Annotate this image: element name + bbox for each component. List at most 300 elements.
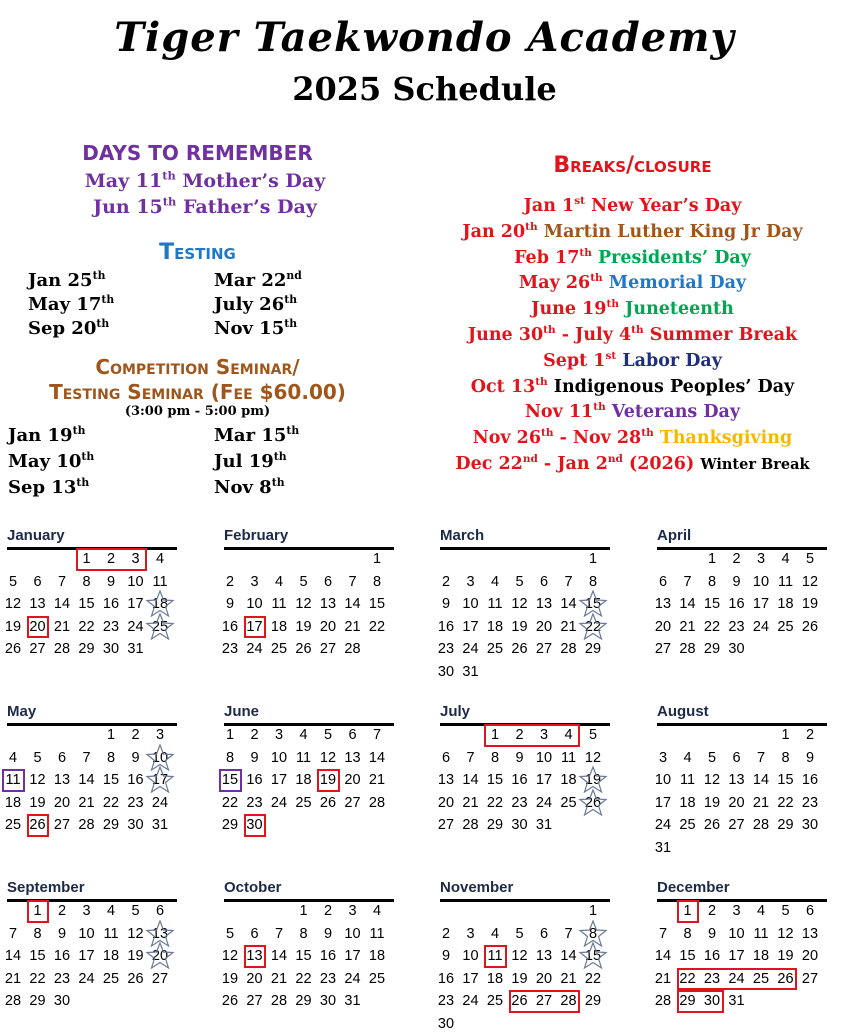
calendar-day: 18 — [486, 618, 504, 635]
calendar-day: 6 — [57, 749, 67, 766]
calendar-day: 8 — [588, 925, 598, 942]
break-text: New Year’s Day — [584, 196, 742, 216]
break-text: Labor Day — [616, 350, 722, 371]
break-text: Martin Luther King Jr Day — [537, 221, 803, 242]
testing-date-text: Nov 15 — [214, 318, 285, 339]
calendar-day: 12 — [801, 573, 819, 590]
closure-box — [317, 769, 340, 792]
calendar-day: 10 — [654, 772, 672, 789]
calendar-day: 5 — [323, 727, 333, 743]
calendar-day: 14 — [344, 596, 361, 613]
calendar-day: 26 — [319, 794, 337, 811]
seminar-date — [8, 477, 89, 498]
calendar-day: 11 — [487, 948, 503, 965]
testing-date-suffix: th — [96, 317, 110, 330]
break-item — [420, 377, 845, 397]
calendar-day: 30 — [127, 817, 144, 834]
calendar-day: 6 — [348, 727, 357, 743]
calendar-day: 14 — [270, 948, 288, 965]
calendar-day: 28 — [344, 641, 361, 658]
seminar-date-text: Sep 13 — [8, 477, 77, 498]
calendar-day: 27 — [437, 817, 455, 834]
month-january — [4, 527, 197, 677]
reminder-event: Father’s Day — [182, 196, 317, 218]
seminar-date-text: Jan 19 — [8, 425, 73, 446]
calendar-day: 25 — [102, 970, 120, 987]
month-july — [437, 703, 630, 853]
break-item — [420, 196, 845, 216]
calendar-day: 7 — [82, 749, 91, 766]
calendar-day: 3 — [658, 749, 668, 766]
break-text: th — [525, 220, 538, 233]
testing-star-icon — [578, 941, 608, 971]
calendar-day: 17 — [78, 948, 95, 965]
calendar-day: 11 — [753, 925, 769, 942]
calendar-day: 12 — [584, 749, 602, 766]
closure-box — [677, 968, 798, 991]
calendar-day: 24 — [462, 641, 479, 658]
calendar-day: 25 — [777, 618, 794, 635]
calendar-day: 19 — [703, 794, 721, 811]
calendar-day: 17 — [752, 596, 770, 613]
calendar-day: 21 — [78, 794, 95, 811]
break-text: - July 4 — [555, 325, 632, 345]
testing-date-suffix: th — [284, 317, 298, 330]
calendar-day: 12 — [127, 925, 144, 942]
month-name: October — [224, 879, 282, 896]
month-name: December — [657, 879, 730, 896]
calendar-day: 18 — [560, 772, 577, 789]
reminder-event: Mother’s Day — [182, 170, 326, 192]
calendar-day: 2 — [225, 573, 235, 590]
calendar-day: 28 — [560, 993, 577, 1010]
calendar-day: 25 — [151, 618, 169, 635]
calendar-day: 23 — [319, 970, 337, 987]
calendar-day: 27 — [535, 993, 553, 1010]
month-name: November — [440, 879, 514, 896]
calendar-day: 6 — [155, 903, 165, 919]
calendar-day: 13 — [53, 772, 71, 789]
seminar-heading-line2: Testing Seminar (Fee $60.00) — [49, 380, 346, 404]
calendar-day: 3 — [274, 727, 284, 743]
calendar-day: 11 — [369, 925, 385, 942]
calendar-day: 7 — [564, 925, 573, 942]
month-name: March — [440, 527, 485, 544]
calendar-day: 12 — [29, 772, 46, 789]
reminder-date: May 11 — [84, 170, 163, 192]
calendar-day: 12 — [295, 596, 312, 613]
calendar-day: 19 — [319, 772, 337, 789]
month-august — [654, 703, 847, 856]
calendar-day: 4 — [683, 749, 692, 766]
calendar-day: 19 — [584, 772, 602, 789]
calendar-day: 16 — [511, 772, 528, 789]
calendar-day: 16 — [53, 948, 71, 965]
seminar-date-suffix: th — [72, 424, 86, 437]
calendar-day: 3 — [466, 573, 475, 590]
break-text: Memorial Day — [602, 273, 747, 294]
testing-date-suffix: nd — [286, 269, 302, 282]
closure-box — [27, 900, 50, 923]
testing-date — [214, 294, 297, 315]
calendar-day: 20 — [319, 618, 337, 635]
calendar-day: 4 — [8, 749, 18, 766]
calendar-day: 25 — [752, 970, 770, 987]
calendar-day: 23 — [246, 794, 263, 811]
calendar-day: 19 — [221, 970, 239, 987]
calendar-day: 23 — [221, 641, 239, 658]
calendar-day: 19 — [295, 618, 312, 635]
calendar-day: 1 — [299, 903, 308, 919]
calendar-day: 11 — [103, 925, 119, 942]
calendar-day: 14 — [679, 596, 696, 613]
calendar-day: 8 — [490, 749, 500, 766]
calendar-day: 14 — [462, 772, 479, 789]
calendar-day: 1 — [225, 727, 235, 743]
calendar-day: 23 — [437, 641, 455, 658]
month-name: June — [224, 703, 260, 720]
calendar-day: 9 — [441, 948, 451, 965]
seminar-heading-line1: Competition Seminar/ — [95, 355, 300, 379]
calendar-day: 15 — [221, 772, 239, 789]
testing-star-icon — [578, 788, 608, 818]
calendar-day: 7 — [658, 925, 668, 942]
calendar-day: 20 — [151, 948, 169, 965]
calendar-day: 25 — [486, 993, 504, 1010]
calendar-day: 31 — [344, 993, 361, 1010]
month-april — [654, 527, 847, 677]
page-subtitle: 2025 Schedule — [292, 70, 557, 108]
calendar-day: 1 — [490, 727, 500, 743]
calendar-day: 9 — [106, 573, 116, 590]
calendar-day: 11 — [679, 772, 696, 789]
calendar-day: 1 — [82, 551, 91, 567]
calendar-day: 30 — [703, 993, 721, 1010]
calendar-day: 1 — [372, 551, 382, 567]
calendar-day: 19 — [511, 970, 528, 987]
calendar-day: 6 — [539, 925, 549, 942]
calendar-day: 17 — [127, 596, 144, 613]
calendar-day: 17 — [654, 794, 672, 811]
seminar-date-text: Nov 8 — [214, 477, 272, 498]
calendar-day: 29 — [221, 817, 239, 834]
calendar-day: 5 — [8, 573, 18, 590]
calendar-day: 5 — [588, 727, 598, 743]
calendar-day: 29 — [102, 817, 120, 834]
calendar-day: 29 — [703, 641, 721, 658]
calendar-day: 23 — [511, 794, 528, 811]
calendar-day: 12 — [703, 772, 721, 789]
closure-box — [244, 616, 267, 639]
calendar-day: 3 — [732, 903, 741, 919]
calendar-day: 25 — [368, 970, 386, 987]
calendar-day: 7 — [372, 727, 382, 743]
testing-date — [28, 318, 109, 339]
testing-date-text: May 17 — [28, 294, 102, 315]
break-text: Summer Break — [643, 325, 798, 345]
calendar-day: 13 — [151, 925, 169, 942]
calendar-day: 16 — [437, 618, 455, 635]
calendar-day: 10 — [462, 596, 479, 613]
month-name: January — [7, 527, 65, 544]
closure-box — [509, 990, 581, 1013]
remember-box — [2, 769, 25, 792]
calendar-day: 20 — [654, 618, 672, 635]
calendar-day: 23 — [127, 794, 144, 811]
calendar-day: 22 — [584, 970, 602, 987]
calendar-day: 8 — [106, 749, 116, 766]
calendar-day: 1 — [707, 551, 717, 567]
calendar-day: 31 — [728, 993, 745, 1010]
calendar-day: 11 — [777, 573, 794, 590]
calendar-day: 21 — [270, 970, 288, 987]
calendar-day: 4 — [564, 727, 573, 743]
calendar-day: 22 — [703, 618, 721, 635]
calendar-day: 11 — [295, 749, 312, 766]
calendar-day: 30 — [246, 817, 263, 834]
calendar-day: 10 — [246, 596, 263, 613]
calendar-day: 14 — [53, 596, 71, 613]
calendar-day: 14 — [368, 749, 386, 766]
calendar-day: 4 — [155, 551, 165, 567]
calendar-day: 22 — [102, 794, 120, 811]
calendar-day: 16 — [437, 970, 455, 987]
closure-box — [27, 616, 50, 639]
calendar-day: 10 — [127, 573, 144, 590]
seminar-date-suffix: th — [273, 450, 287, 463]
calendar-day: 3 — [756, 551, 766, 567]
calendar-day: 2 — [106, 551, 116, 567]
calendar-day: 9 — [515, 749, 524, 766]
break-item — [420, 402, 845, 422]
calendar-day: 25 — [295, 794, 312, 811]
calendar-day: 8 — [781, 749, 790, 766]
calendar-day: 17 — [151, 772, 169, 789]
break-text: Jan 20 — [462, 221, 526, 242]
break-text: th — [606, 298, 619, 311]
calendar-day: 9 — [57, 925, 67, 942]
calendar-day: 1 — [588, 551, 598, 567]
calendar-day: 13 — [801, 925, 819, 942]
calendar-day: 26 — [703, 817, 721, 834]
closure-box — [677, 990, 724, 1013]
calendar-day: 21 — [368, 772, 386, 789]
month-name: July — [440, 703, 471, 720]
calendar-day: 1 — [588, 903, 598, 919]
calendar-day: 21 — [560, 618, 577, 635]
break-text: th — [631, 324, 644, 337]
calendar-day: 2 — [441, 573, 451, 590]
calendar-day: 16 — [703, 948, 721, 965]
calendar-day: 4 — [106, 903, 116, 919]
testing-star-icon — [145, 612, 175, 642]
calendar-day: 21 — [752, 794, 770, 811]
calendar-day: 21 — [654, 970, 672, 987]
calendar-day: 22 — [584, 618, 602, 635]
calendar-day: 13 — [29, 596, 46, 613]
calendar-day: 8 — [225, 749, 235, 766]
calendar-day: 24 — [535, 794, 553, 811]
calendar-day: 4 — [781, 551, 790, 567]
calendar-day: 11 — [560, 749, 577, 766]
break-text: Thanksgiving — [653, 428, 793, 449]
calendar-day: 17 — [344, 948, 361, 965]
calendar-day: 24 — [127, 618, 144, 635]
calendar-day: 20 — [437, 794, 455, 811]
calendar-day: 18 — [777, 596, 794, 613]
calendar-day: 30 — [801, 817, 819, 834]
calendar-day: 30 — [319, 993, 337, 1010]
calendar-day: 25 — [4, 817, 22, 834]
calendar-day: 28 — [654, 993, 672, 1010]
calendar-day: 20 — [728, 794, 745, 811]
calendar-day: 18 — [102, 948, 120, 965]
calendar-day: 2 — [732, 551, 741, 567]
calendar-day: 10 — [728, 925, 745, 942]
calendar-day: 20 — [53, 794, 71, 811]
calendar-day: 8 — [588, 573, 598, 590]
calendar-day: 15 — [102, 772, 120, 789]
calendar-day: 22 — [295, 970, 312, 987]
calendar-day: 5 — [515, 925, 524, 942]
calendar-day: 3 — [155, 727, 165, 743]
calendar-day: 11 — [487, 596, 503, 613]
calendar-day: 2 — [515, 727, 524, 743]
calendar-day: 27 — [319, 641, 337, 658]
closure-box — [244, 814, 267, 837]
calendar-day: 4 — [490, 573, 500, 590]
calendar-day: 1 — [33, 903, 42, 919]
calendar-day: 29 — [29, 993, 46, 1010]
calendar-day: 28 — [78, 817, 95, 834]
month-name: August — [657, 703, 709, 720]
calendar-day: 10 — [462, 948, 479, 965]
calendar-day: 6 — [250, 925, 259, 942]
calendar-day: 24 — [344, 970, 361, 987]
calendar-day: 12 — [4, 596, 22, 613]
testing-date — [28, 294, 114, 315]
calendar-day: 1 — [781, 727, 790, 743]
calendar-day: 15 — [486, 772, 504, 789]
calendar-day: 25 — [270, 641, 288, 658]
break-text: Nov 26 — [472, 428, 542, 449]
month-name: February — [224, 527, 289, 544]
calendar-day: 4 — [756, 903, 766, 919]
seminar-time: (3:00 pm - 5:00 pm) — [124, 404, 271, 419]
testing-date-text: July 26 — [214, 294, 285, 315]
calendar-day: 31 — [654, 840, 672, 856]
calendar-day: 8 — [299, 925, 308, 942]
break-text: th — [535, 375, 548, 388]
calendar-day: 14 — [4, 948, 22, 965]
calendar-day: 25 — [560, 794, 577, 811]
calendar-day: 19 — [777, 948, 794, 965]
calendar-day: 24 — [752, 618, 770, 635]
calendar-day: 3 — [131, 551, 140, 567]
calendar-day: 17 — [462, 618, 479, 635]
calendar-day: 31 — [127, 641, 144, 658]
calendar-day: 14 — [560, 948, 577, 965]
calendar-day: 6 — [732, 749, 741, 766]
calendar-day: 9 — [707, 925, 717, 942]
calendar-day: 4 — [274, 573, 284, 590]
calendar-day: 13 — [535, 948, 553, 965]
calendar-day: 12 — [319, 749, 337, 766]
calendar-day: 23 — [728, 618, 745, 635]
calendar-day: 13 — [728, 772, 745, 789]
calendar-day: 30 — [102, 641, 120, 658]
calendar-day: 21 — [679, 618, 696, 635]
calendar-day: 11 — [5, 772, 21, 789]
break-text: nd — [607, 453, 623, 466]
calendar-day: 19 — [4, 618, 22, 635]
calendar-day: 10 — [535, 749, 553, 766]
calendar-day: 21 — [344, 618, 361, 635]
calendar-day: 16 — [728, 596, 745, 613]
calendar-day: 24 — [270, 794, 288, 811]
calendar-day: 20 — [29, 618, 46, 635]
calendar-day: 23 — [437, 993, 455, 1010]
calendar-day: 16 — [801, 772, 819, 789]
calendar-day: 9 — [441, 596, 451, 613]
days-to-remember-list — [10, 170, 400, 222]
calendar-day: 5 — [805, 551, 815, 567]
calendar-day: 21 — [4, 970, 22, 987]
calendar-day: 10 — [344, 925, 361, 942]
calendar-day: 21 — [53, 618, 71, 635]
calendar-day: 13 — [246, 948, 263, 965]
calendar-day: 2 — [805, 727, 815, 743]
calendar-day: 1 — [106, 727, 116, 743]
calendar-day: 24 — [78, 970, 95, 987]
calendar-day: 26 — [584, 794, 602, 811]
testing-heading: Testing — [159, 240, 236, 265]
calendar-day: 22 — [221, 794, 239, 811]
month-name: May — [7, 703, 37, 720]
break-text: Juneteenth — [618, 299, 734, 320]
break-text: - Jan 2 — [537, 454, 608, 474]
calendar-day: 6 — [539, 573, 549, 590]
calendar-day: 4 — [299, 727, 308, 743]
calendar-day: 12 — [221, 948, 239, 965]
calendar-day: 2 — [57, 903, 67, 919]
calendar-day: 6 — [805, 903, 815, 919]
break-text: Presidents’ Day — [591, 247, 751, 268]
calendar-day: 18 — [752, 948, 770, 965]
break-text: th — [590, 272, 603, 285]
month-february — [221, 527, 414, 677]
break-text: Winter Break — [700, 456, 810, 473]
seminar-date-text: Jul 19 — [214, 451, 274, 472]
calendar-day: 29 — [584, 641, 602, 658]
calendar-day: 19 — [801, 596, 819, 613]
seminar-date-text: May 10 — [8, 451, 82, 472]
calendar-day: 5 — [33, 749, 42, 766]
calendar-day: 18 — [4, 794, 22, 811]
calendar-day: 30 — [437, 1016, 455, 1032]
break-text: st — [574, 195, 585, 208]
calendar-day: 7 — [683, 573, 692, 590]
calendar-day: 7 — [466, 749, 475, 766]
calendar-day: 26 — [777, 970, 794, 987]
calendar-day: 27 — [246, 993, 263, 1010]
calendar-day: 11 — [271, 596, 287, 613]
calendar-day: 20 — [801, 948, 819, 965]
calendar-day: 10 — [151, 749, 169, 766]
calendar-day: 30 — [511, 817, 528, 834]
reminder-suffix: th — [162, 194, 177, 209]
calendar-day: 16 — [246, 772, 263, 789]
